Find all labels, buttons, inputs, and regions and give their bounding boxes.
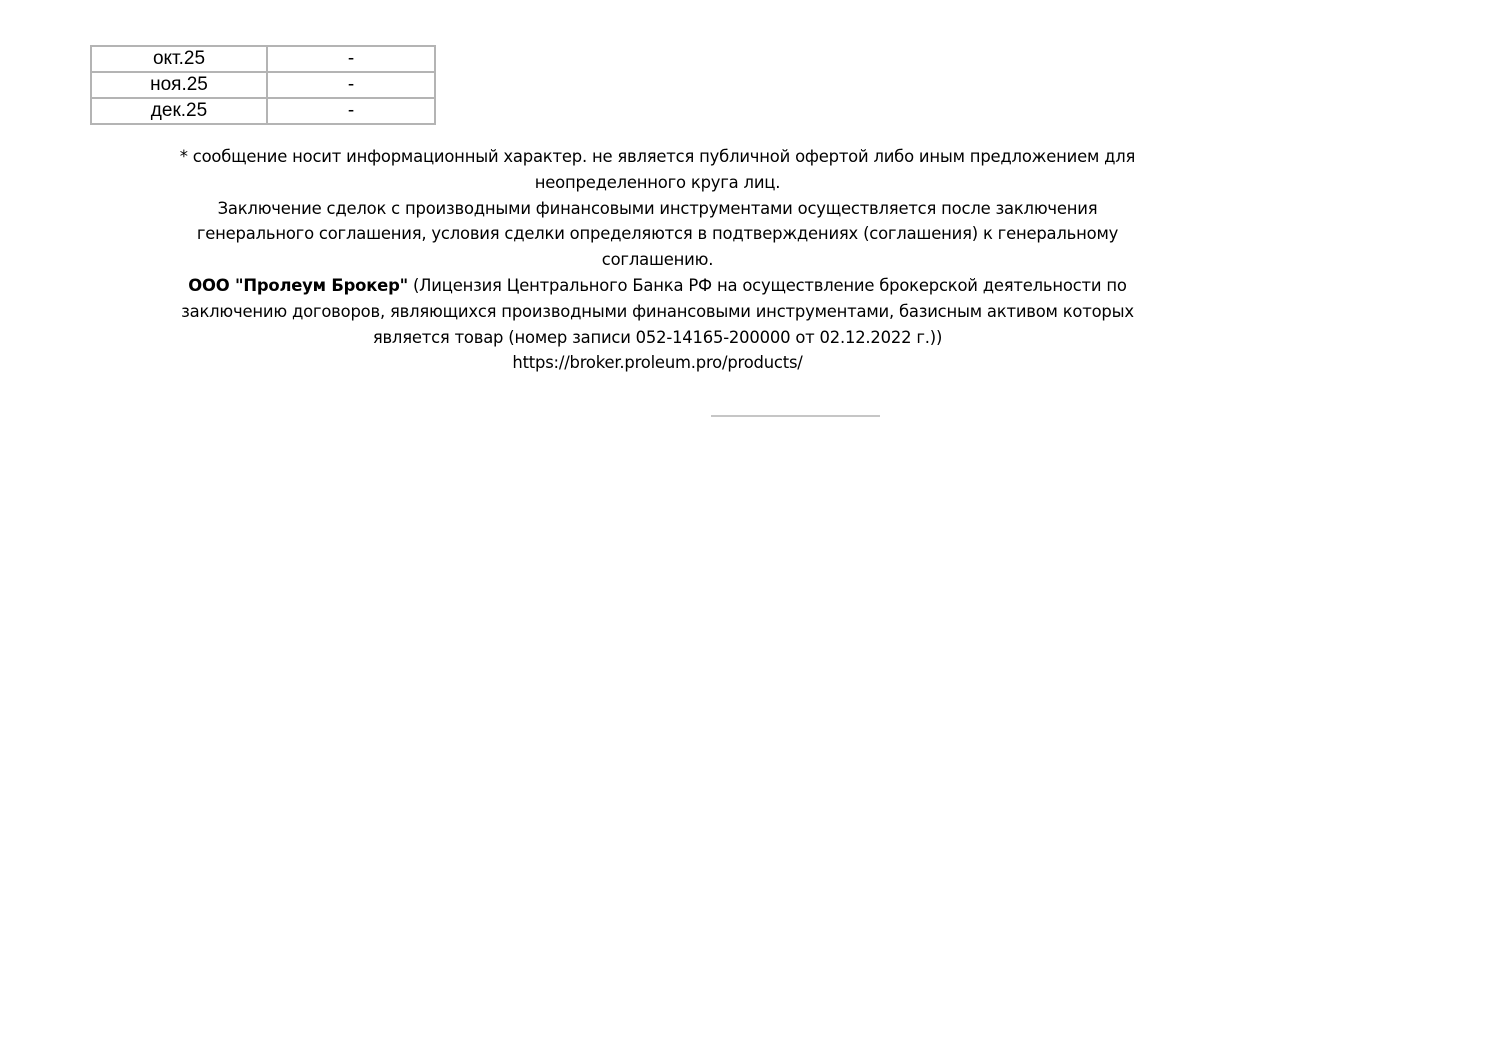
month-cell: дек.25	[91, 98, 267, 124]
table-row	[91, 98, 435, 124]
table-row	[91, 46, 435, 72]
month-cell: ноя.25	[91, 72, 267, 98]
value-cell: -	[267, 46, 435, 72]
license-text: (Лицензия Центрального Банка РФ на осуществление брокерской деятельности по заключению договоров, являющихся производными финансовыми инструментами, базисным активом которых является товар (номер записи 052-14165-200000 от 02.12.2022 г.))	[181, 275, 1134, 347]
products-url: https://broker.proleum.pro/products/	[512, 353, 803, 373]
notice-text: * сообщение носит информационный характер. не является публичной офертой либо иным предложением для неопределенного круга лиц.	[179, 147, 1136, 192]
month-cell: окт.25	[91, 46, 267, 72]
company-name: ООО "Пролеум Брокер"	[188, 275, 408, 295]
license-paragraph	[170, 273, 1145, 350]
terms-text: Заключение сделок с производными финансовыми инструментами осуществляется после заключения генерального соглашения, условия сделки определяются в подтверждениях (соглашения) к генеральному соглашению.	[196, 198, 1119, 270]
disclaimer-block	[170, 144, 1145, 376]
monthly-table	[90, 45, 436, 125]
value-cell: -	[267, 98, 435, 124]
divider-line	[711, 415, 880, 417]
table-row	[91, 72, 435, 98]
value-cell: -	[267, 72, 435, 98]
